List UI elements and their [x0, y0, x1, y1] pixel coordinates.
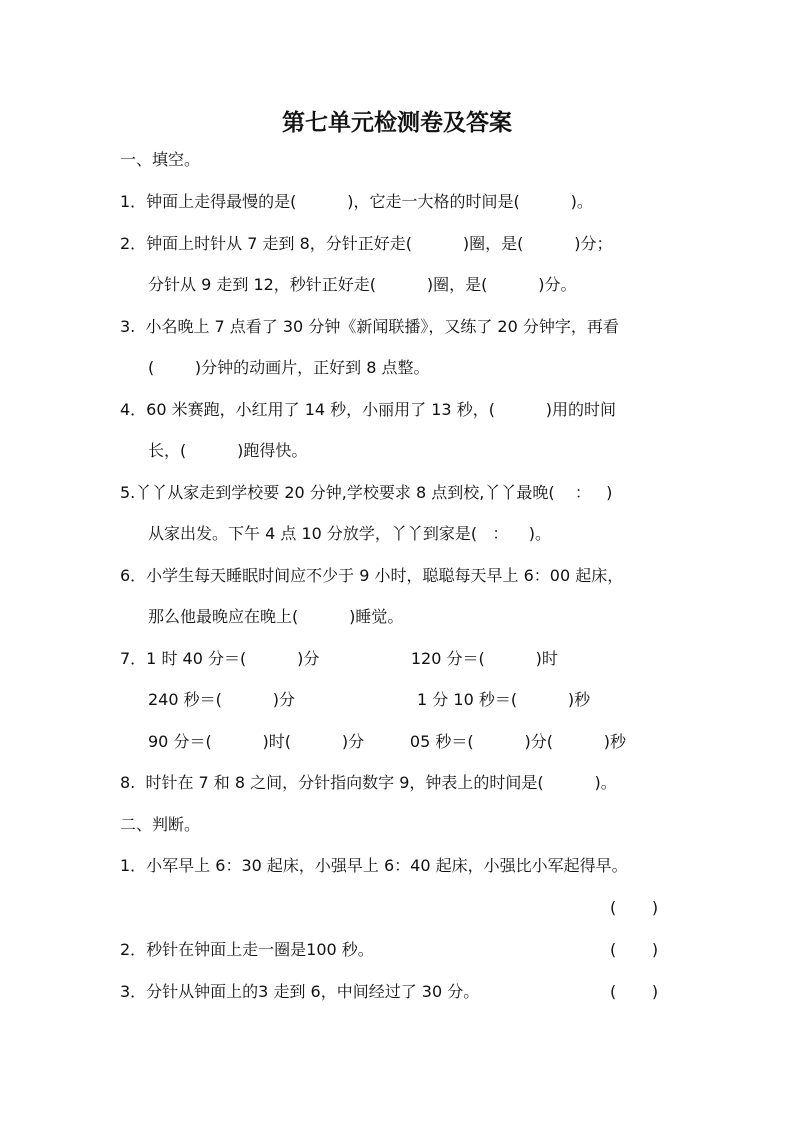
- judge-answer-2: ( ): [610, 940, 659, 959]
- question-3: 3. 小名晚上 7 点看了 30 分钟《新闻联播》，又练了 20 分钟字，再看: [120, 317, 619, 336]
- question-4: 4．60 米赛跑，小红用了 14 秒，小丽用了 13 秒，( )用的时间: [120, 400, 617, 419]
- question-3-continued: ( )分钟的动画片，正好到 8 点整。: [148, 358, 430, 377]
- question-7-row-2: 240 秒＝( )分 1 分 10 秒＝( )秒: [148, 690, 591, 709]
- judge-question-3: 3．分针从钟面上的3 走到 6，中间经过了 30 分。: [120, 982, 480, 1001]
- judge-answer-3: ( ): [610, 982, 659, 1001]
- question-7-row-3: 90 分＝( )时( )分 05 秒＝( )分( )秒: [148, 732, 627, 751]
- judge-question-1: 1．小军早上 6：30 起床，小强早上 6：40 起床，小强比小军起得早。: [120, 856, 628, 875]
- judge-question-2: 2．秒针在钟面上走一圈是100 秒。: [120, 940, 374, 959]
- section-heading-judge: 二、判断。: [120, 815, 201, 834]
- question-6-continued: 那么他最晚应在晚上( )睡觉。: [148, 607, 404, 626]
- question-5-continued: 从家出发。下午 4 点 10 分放学，丫丫到家是( ： )。: [148, 524, 551, 543]
- question-6: 6．小学生每天睡眠时间应不少于 9 小时，聪聪每天早上 6：00 起床，: [120, 566, 624, 585]
- question-4-continued: 长，( )跑得快。: [148, 441, 308, 460]
- page-title: 第七单元检测卷及答案: [282, 110, 512, 136]
- question-1: 1．钟面上走得最慢的是( )，它走一大格的时间是( )。: [120, 192, 593, 211]
- judge-answer-1: ( ): [610, 898, 659, 917]
- question-7: 7．1 时 40 分＝( )分 120 分＝( )时: [120, 649, 558, 668]
- question-8: 8. 时针在 7 和 8 之间，分针指向数字 9，钟表上的时间是( )。: [120, 773, 617, 792]
- question-2: 2．钟面上时针从 7 走到 8，分针正好走( )圈，是( )分；: [120, 234, 613, 253]
- question-5: 5.丫丫从家走到学校要 20 分钟,学校要求 8 点到校,丫丫最晚( ： ): [120, 483, 613, 502]
- section-heading-fill-blank: 一、填空。: [120, 150, 201, 169]
- question-2-continued: 分针从 9 走到 12，秒针正好走( )圈，是( )分。: [148, 275, 577, 294]
